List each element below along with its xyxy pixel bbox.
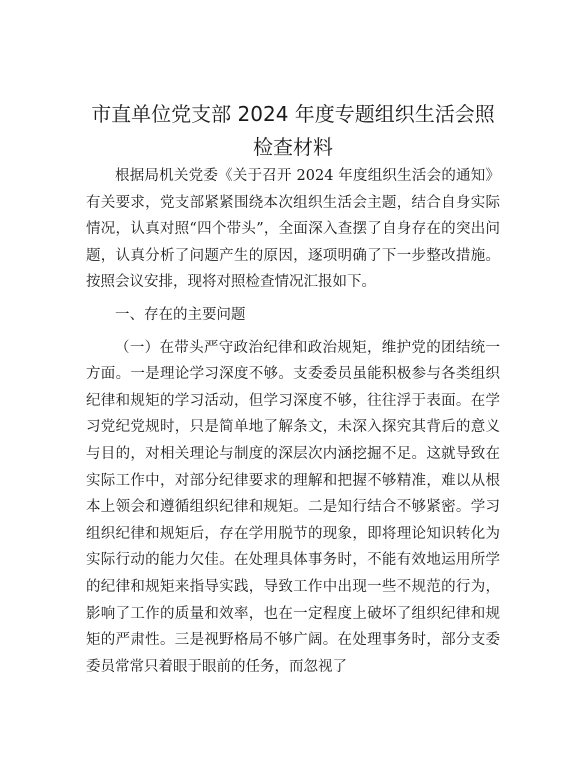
section-heading: 一、存在的主要问题 (115, 306, 246, 323)
body-paragraph: （一）在带头严守政治纪律和政治规矩，维护党的团结统一方面。一是理论学习深度不够。支委委员虽能积极参与各类组织纪律和规矩的学习活动，但学习深度不够，往往浮于表面。在学习党纪党规时，只是简单地了解条文，未深入探究其背后的意义与目的，对相关理论与制度的深层次内涵挖掘不足。这就导致在实际工作中，对部分纪律要求的理解和把握不够精准，难以从根本上领会和遵循组织纪律和规矩。二是知行结合不够紧密。学习组织纪律和规矩后，存在学用脱节的现象，即将理论知识转化为实际行动的能力欠佳。在处理具体事务时，不能有效地运用所学的纪律和规矩来指导实践，导致工作中出现一些不规范的行为，影响了工作的质量和效率，也在一定程度上破坏了组织纪律和规矩的严肃性。三是视野格局不够广阔。在处理事务时，部分支委委员常常只着眼于眼前的任务，而忽视了 (86, 339, 500, 675)
document-body (86, 163, 500, 680)
intro-paragraph: 根据局机关党委《关于召开 2024 年度组织生活会的通知》有关要求，党支部紧紧围绕本次组织生活会主题，结合自身实际情况，认真对照“四个带头”，全面深入查摆了自身存在的突出问题，认真分析了问题产生的原因，逐项明确了下一步整改措施。按照会议安排，现将对照检查情况汇报如下。 (86, 168, 500, 291)
document-title: 市直单位党支部 2024 年度专题组织生活会照检查材料 (91, 102, 495, 159)
